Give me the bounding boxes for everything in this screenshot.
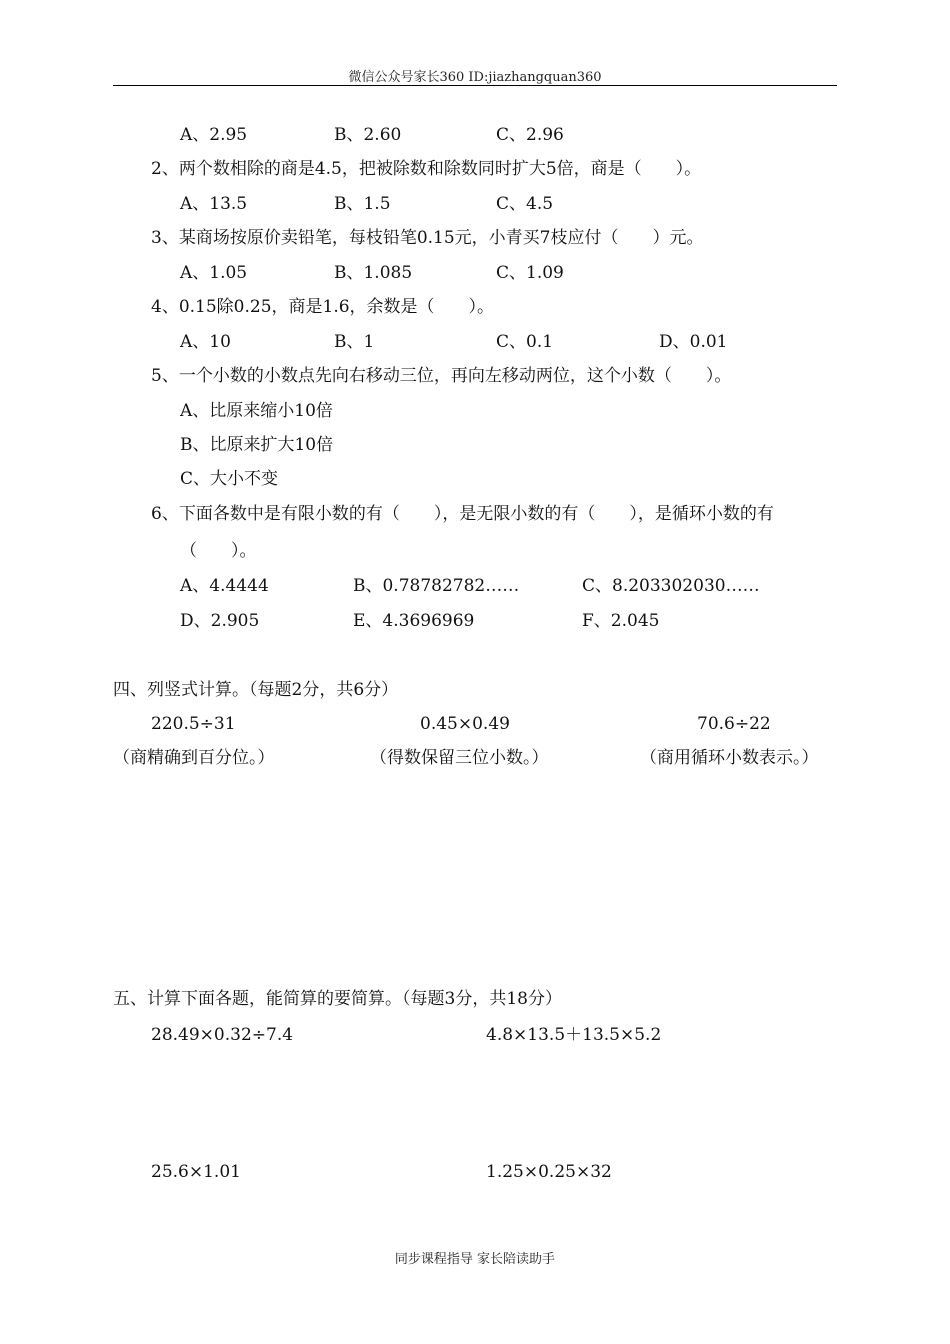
q6-option-f: F、2.045 — [582, 611, 660, 631]
q4-text: 4、0.15除0.25，商是1.6，余数是（ ）。 — [151, 297, 495, 317]
q6-text-continued: （ ）。 — [180, 541, 257, 561]
page-footer: 同步课程指导 家长陪读助手 — [394, 1252, 556, 1267]
q4-option-d: D、0.01 — [659, 332, 728, 352]
q6-option-a: A、4.4444 — [180, 576, 269, 596]
q6-option-e: E、4.3696969 — [353, 611, 475, 631]
header-divider — [113, 85, 837, 86]
section4-problem-3: 70.6÷22 — [697, 714, 771, 734]
q4-option-c: C、0.1 — [496, 332, 554, 352]
q2-option-c: C、4.5 — [496, 194, 554, 214]
q5-option-a: A、比原来缩小10倍 — [180, 401, 333, 421]
section5-title: 五、计算下面各题，能简算的要简算。（每题3分，共18分） — [113, 989, 562, 1009]
section5-problem-4: 1.25×0.25×32 — [486, 1162, 612, 1182]
q5-option-b: B、比原来扩大10倍 — [180, 435, 334, 455]
q2-option-a: A、13.5 — [180, 194, 248, 214]
q4-option-b: B、1 — [334, 332, 375, 352]
section4-note-1: （商精确到百分位。） — [113, 748, 275, 768]
q6-option-c: C、8.203302030…… — [582, 576, 760, 596]
section4-note-3: （商用循环小数表示。） — [640, 748, 819, 768]
q3-option-a: A、1.05 — [180, 263, 248, 283]
q6-option-d: D、2.905 — [180, 611, 260, 631]
q5-text: 5、一个小数的小数点先向右移动三位，再向左移动两位，这个小数（ ）。 — [151, 366, 732, 386]
section5-problem-3: 25.6×1.01 — [151, 1162, 241, 1182]
q6-text: 6、下面各数中是有限小数的有（ ），是无限小数的有（ ），是循环小数的有 — [151, 504, 774, 524]
q6-option-b: B、0.78782782…… — [353, 576, 520, 596]
q3-text: 3、某商场按原价卖铅笔，每枝铅笔0.15元，小青买7枝应付（ ）元。 — [151, 228, 704, 248]
q4-option-a: A、10 — [180, 332, 231, 352]
q2-text: 2、两个数相除的商是4.5，把被除数和除数同时扩大5倍，商是（ ）。 — [151, 159, 702, 179]
section4-problem-2: 0.45×0.49 — [420, 714, 510, 734]
page-header: 微信公众号家长360 ID:jiazhangquan360 — [348, 70, 602, 85]
section4-problem-1: 220.5÷31 — [151, 714, 236, 734]
section5-problem-2: 4.8×13.5＋13.5×5.2 — [486, 1025, 662, 1045]
q5-option-c: C、大小不变 — [180, 469, 279, 489]
q2-option-b: B、1.5 — [334, 194, 391, 214]
q3-option-c: C、1.09 — [496, 263, 564, 283]
section4-title: 四、列竖式计算。（每题2分，共6分） — [113, 680, 399, 700]
q1-option-c: C、2.96 — [496, 125, 564, 145]
q3-option-b: B、1.085 — [334, 263, 413, 283]
q1-option-a: A、2.95 — [180, 125, 248, 145]
section5-problem-1: 28.49×0.32÷7.4 — [151, 1025, 294, 1045]
section4-note-2: （得数保留三位小数。） — [370, 748, 549, 768]
q1-option-b: B、2.60 — [334, 125, 402, 145]
